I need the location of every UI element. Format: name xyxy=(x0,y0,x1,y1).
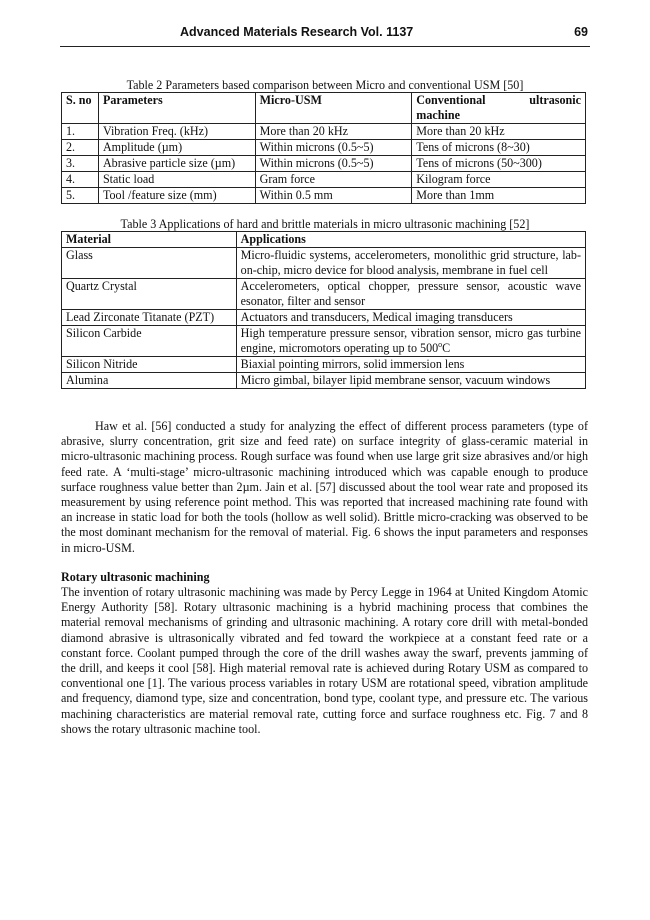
table-cell: 1. xyxy=(62,124,99,140)
table-cell: 3. xyxy=(62,156,99,172)
table-header-cell: Micro-USM xyxy=(255,93,412,124)
table-cell: Silicon Carbide xyxy=(62,326,237,357)
table2 xyxy=(61,92,586,204)
journal-title: Advanced Materials Research Vol. 1137 xyxy=(180,25,414,39)
table-row xyxy=(62,124,586,140)
table-cell xyxy=(236,326,585,357)
page-header xyxy=(60,24,590,47)
table-cell: Gram force xyxy=(255,172,412,188)
table-row xyxy=(62,279,586,310)
table-cell: Lead Zirconate Titanate (PZT) xyxy=(62,310,237,326)
table-cell: Quartz Crystal xyxy=(62,279,237,310)
table-row xyxy=(62,156,586,172)
paragraph-micro-usm: Haw et al. [56] conducted a study for analyzing the effect of different process parameters (type of abrasive, slurry concentration, grit size and feed rate) on surface integrity of glass-ceramic material in micro-ultrasonic machining process. Rough surface was found when use large grit size abrasives and/or high feed rate. A ‘multi-stage’ micro-ultrasonic machining introduced which was capable enough to produce surface roughness value better than 2µm. Jain et al. [57] discussed about the tool wear rate and proposed its measurement by using reference point method. This was reported that increased machining rate found with an increase in static load for both the tools (hollow as well solid). Brittle micro-cracking was observed to be the most dominant mechanism for the removal of material. Fig. 6 shows the input parameters and responses in micro-USM. xyxy=(61,419,588,555)
table-row xyxy=(62,373,586,389)
table-cell: Micro-fluidic systems, accelerometers, monolithic grid structure, lab-on-chip, micro device for blood analysis, membrane in fuel cell xyxy=(236,248,585,279)
paragraph-rotary-usm: The invention of rotary ultrasonic machining was made by Percy Legge in 1964 at United Kingdom Atomic Energy Authority [58]. Rotary ultrasonic machining is a hybrid machining process that combines the material removal mechanisms of grinding and ultrasonic machining. A rotary core drill with metal-bonded diamond abrasive is ultrasonically vibrated and fed toward the workpiece at a constant feed rate or a constant force. Coolant pumped through the core of the drill washes away the swarf, prevents jamming of the drill, and keeps it cool [58]. High material removal rate is achieved during Rotary USM as compared to conventional one [1]. The various process variables in rotary USM are rotational speed, vibration amplitude and frequency, diamond type, size and concentration, bond type, coolant type, and pressure etc. The various machining characteristics are material removal rate, cutting force and surface roughness etc. Fig. 7 and 8 shows the rotary ultrasonic machine tool. xyxy=(61,585,588,736)
table-cell: Within 0.5 mm xyxy=(255,188,412,204)
table3-caption: Table 3 Applications of hard and brittle materials in micro ultrasonic machining [52] xyxy=(120,217,530,231)
table-cell: Tens of microns (8~30) xyxy=(412,140,586,156)
page-number: 69 xyxy=(574,25,588,39)
table-cell: More than 20 kHz xyxy=(412,124,586,140)
table-cell: More than 1mm xyxy=(412,188,586,204)
table-row xyxy=(62,188,586,204)
table-cell: Accelerometers, optical chopper, pressure sensor, acoustic wave esonator, filter and sensor xyxy=(236,279,585,310)
table-cell: Amplitude (µm) xyxy=(98,140,255,156)
table-cell: Kilogram force xyxy=(412,172,586,188)
table-cell: 4. xyxy=(62,172,99,188)
sic-applications-text: High temperature pressure sensor, vibration sensor, micro gas turbine engine, micromotors operating up to 500 xyxy=(240,326,581,355)
section-title: Rotary ultrasonic machining xyxy=(61,570,210,584)
table-row xyxy=(62,357,586,373)
table-cell: Actuators and transducers, Medical imaging transducers xyxy=(236,310,585,326)
table-header-cell: Applications xyxy=(236,232,585,248)
table-cell: 5. xyxy=(62,188,99,204)
table-cell: More than 20 kHz xyxy=(255,124,412,140)
degree-superscript: o xyxy=(438,339,443,349)
table-cell: Within microns (0.5~5) xyxy=(255,156,412,172)
table-header-cell: Material xyxy=(62,232,237,248)
table3 xyxy=(61,231,586,389)
table-header-cell: Parameters xyxy=(98,93,255,124)
table-cell: 2. xyxy=(62,140,99,156)
table-row xyxy=(62,326,586,357)
table-header-cell: Conventional ultrasonic machine xyxy=(412,93,586,124)
table-cell: Alumina xyxy=(62,373,237,389)
table-header-row xyxy=(62,232,586,248)
temperature-unit: C xyxy=(442,341,451,355)
table-cell: Static load xyxy=(98,172,255,188)
table-cell: Micro gimbal, bilayer lipid membrane sensor, vacuum windows xyxy=(236,373,585,389)
table-row xyxy=(62,248,586,279)
table-cell: Vibration Freq. (kHz) xyxy=(98,124,255,140)
table-row xyxy=(62,140,586,156)
table-row xyxy=(62,310,586,326)
table-header-row xyxy=(62,93,586,124)
table-cell: Tens of microns (50~300) xyxy=(412,156,586,172)
table-cell: Silicon Nitride xyxy=(62,357,237,373)
table-header-cell: S. no xyxy=(62,93,99,124)
table-cell: Glass xyxy=(62,248,237,279)
table-cell: Tool /feature size (mm) xyxy=(98,188,255,204)
table-cell: Within microns (0.5~5) xyxy=(255,140,412,156)
table-cell: Abrasive particle size (µm) xyxy=(98,156,255,172)
table-cell: Biaxial pointing mirrors, solid immersion lens xyxy=(236,357,585,373)
table2-caption: Table 2 Parameters based comparison between Micro and conventional USM [50] xyxy=(126,78,524,92)
table-row xyxy=(62,172,586,188)
